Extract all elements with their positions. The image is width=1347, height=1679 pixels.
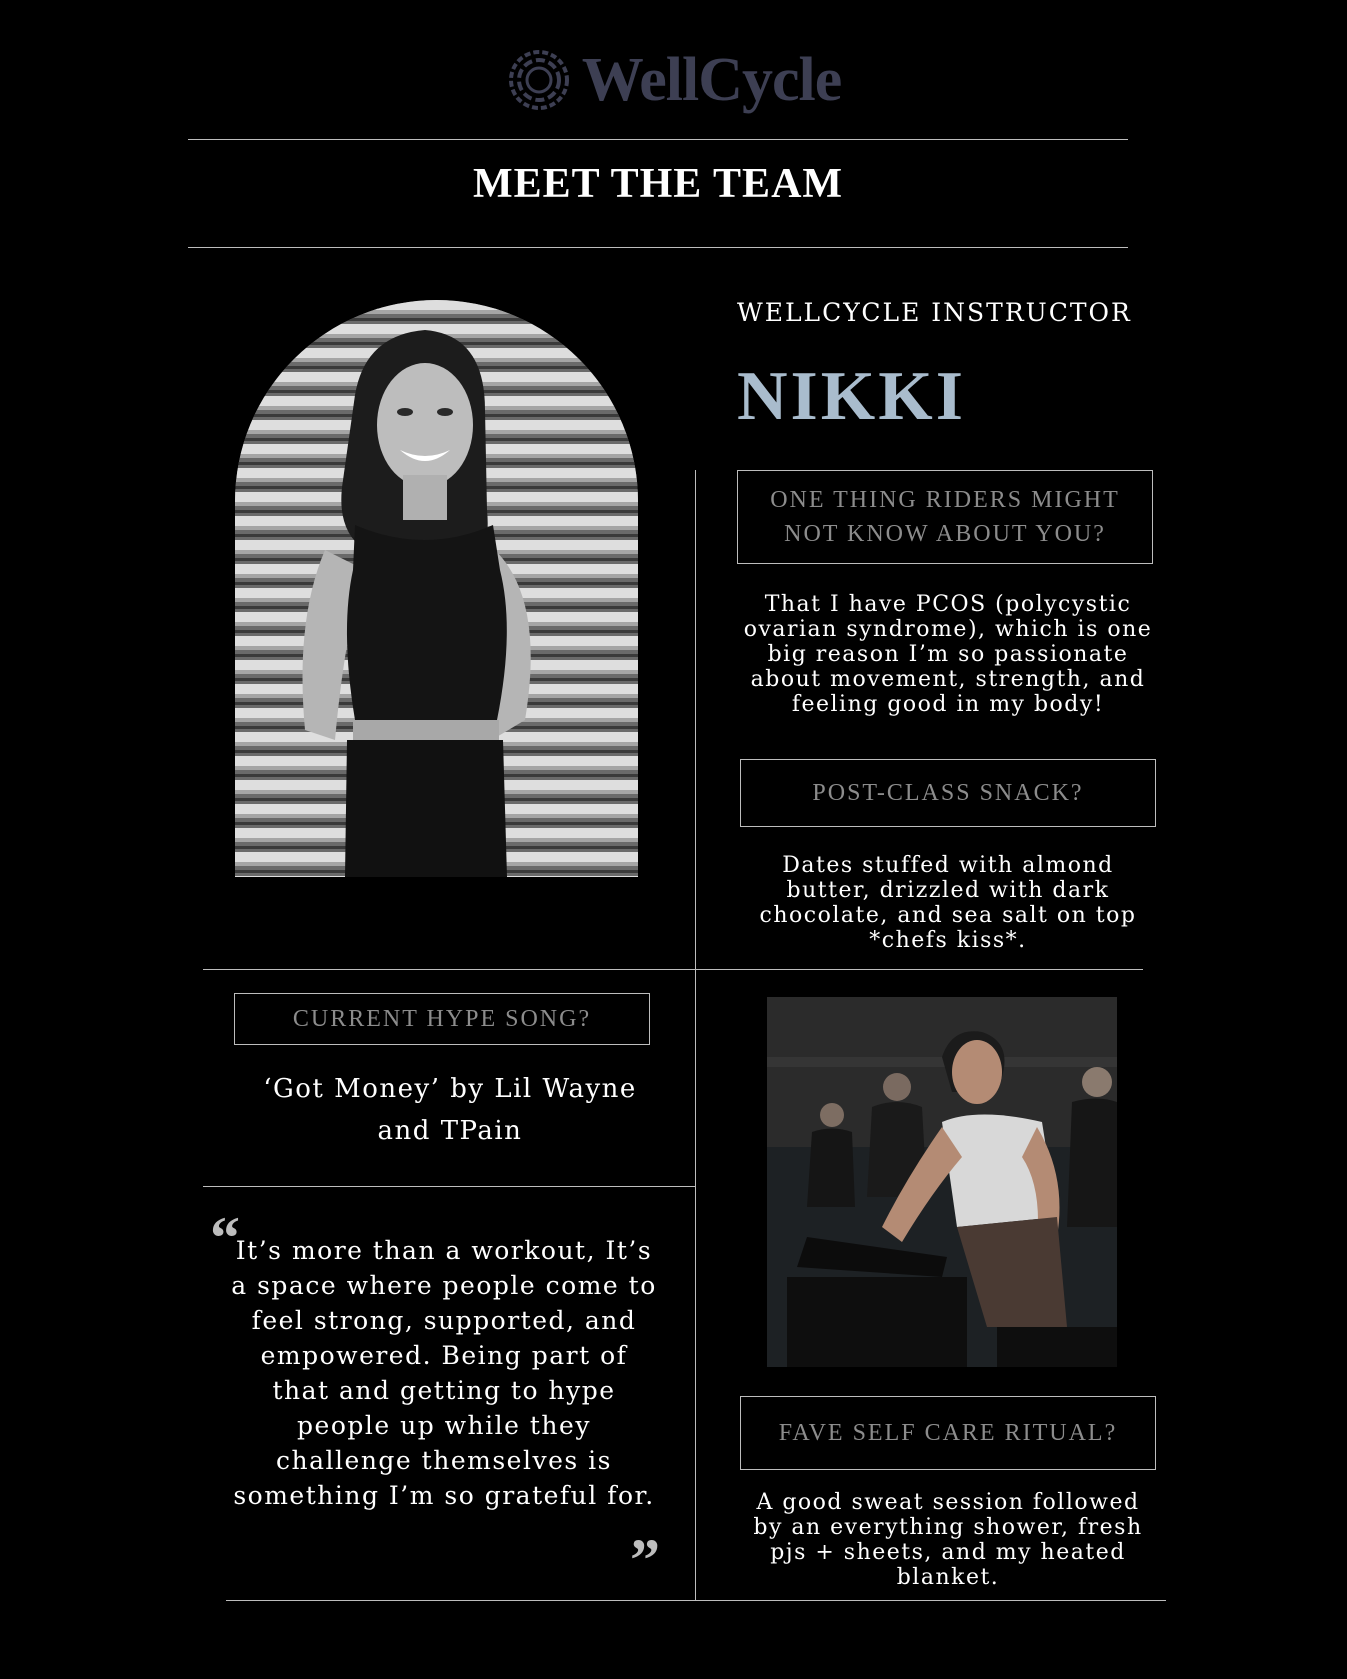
question-label: FAVE SELF CARE RITUAL?	[778, 1420, 1118, 1446]
left-lower-divider	[203, 1186, 695, 1187]
instructor-role: WELLCYCLE INSTRUCTOR	[737, 298, 1132, 327]
instructor-name: NIKKI	[737, 358, 966, 435]
question-box-hype-song	[234, 993, 650, 1045]
answer-riders-might-not-know: That I have PCOS (polycystic ovarian syndrome), which is one big reason I’m so passionate about movement, strength, and feeling good in my body!	[743, 592, 1153, 717]
header-top-divider	[188, 139, 1128, 140]
question-label: POST-CLASS SNACK?	[812, 780, 1084, 806]
center-vertical-divider	[695, 470, 696, 1600]
answer-post-class-snack: Dates stuffed with almond butter, drizzled with dark chocolate, and sea salt on top *chefs kiss*.	[759, 853, 1137, 953]
question-label: CURRENT HYPE SONG?	[292, 1006, 592, 1032]
middle-divider	[203, 969, 1143, 970]
close-quote-icon: ”	[630, 1527, 660, 1593]
answer-hype-song: ‘Got Money’ by Lil Wayne and TPain	[263, 1074, 637, 1146]
instructor-portrait-photo	[235, 300, 638, 877]
brand-logo	[0, 40, 1347, 120]
header-bottom-divider	[188, 247, 1128, 248]
cycle-ring-icon	[506, 47, 572, 113]
question-box-self-care	[740, 1396, 1156, 1470]
question-box-riders-might-not-know	[737, 470, 1153, 564]
bottom-divider	[226, 1600, 1166, 1601]
question-label: ONE THING RIDERS MIGHT NOT KNOW ABOUT YOU?	[770, 487, 1120, 547]
brand-name: WellCycle	[581, 45, 842, 114]
cycling-class-photo	[767, 997, 1117, 1367]
open-quote-icon: “	[210, 1205, 240, 1271]
question-box-post-class-snack	[740, 759, 1156, 827]
page-title: MEET THE TEAM	[472, 161, 844, 207]
instructor-quote: It’s more than a workout, It’s a space where people come to feel strong, supported, and empowered. Being part of that and getting to hype people up while they challenge themselves is something I’m so grateful for.	[231, 1236, 657, 1510]
answer-self-care: A good sweat session followed by an everything shower, fresh pjs + sheets, and my heated blanket.	[753, 1490, 1143, 1590]
